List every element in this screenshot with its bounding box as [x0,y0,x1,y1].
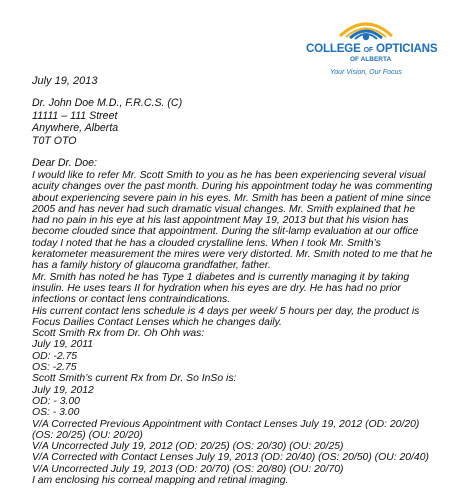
salutation: Dear Dr. Doe: [32,157,97,169]
logo-subtitle: OF ALBERTA [350,56,392,63]
letter-date: July 19, 2013 [32,75,98,87]
body-line: insulin. He uses tears II for hydration when his eyes are dry. He has had no prior [32,282,401,294]
body-line: Scott Smith’s current Rx from Dr. So InSo is: [32,373,237,385]
body-line: V/A Corrected with Contact Lenses July 19, 2013 (OD: 20/40) (OS: 20/50) (OU: 20/40) [32,452,429,464]
recipient-address [32,97,182,147]
body-line: His current contact lens schedule is 4 days per week/ 5 hours per day, the product is [32,305,420,317]
body-line: 2005 and has never had such dramatic visual changes. Mr. Smith explained that he [32,203,416,215]
body-line: infections or contact lens contraindications. [32,294,231,306]
body-line: Scott Smith Rx from Dr. Oh Ohh was: [32,328,205,340]
body-line: become clouded since that appointment. During the slit-lamp evaluation at our office [32,226,419,238]
logo-wordmark: COLLEGE OF OPTICIANS [306,42,438,55]
address-line: 11111 – 111 Street [32,109,118,122]
body-line: (OS: 20/25) (OU: 20/20) [32,429,143,441]
body-line: about experiencing severe pain in his eyes. Mr. Smith has been a patient of mine since [32,192,431,204]
body-line: had no pain in his eye at his last appointment May 19, 2013 but that his vision has [32,215,409,227]
body-line: I am enclosing his corneal mapping and retinal imaging. [32,475,289,487]
body-line: OS: - 3.00 [32,407,80,419]
body-line: V/A Uncorrected July 19, 2012 (OD: 20/25) (OS: 20/30) (OU: 20/25) [32,441,344,453]
body-line: keratometer measurement the mires were very distorted. Mr. Smith noted to me that he [32,249,433,261]
address-line: T0T OTO [32,134,77,147]
address-line: Dr. John Doe M.D., F.R.C.S. (C) [32,97,183,109]
body-line: OS: -2.75 [32,362,77,374]
address-line: Anywhere, Alberta [32,122,119,135]
body-line: today I noted that he has a clouded crystalline lens. When I took Mr. Smith’s [32,237,381,249]
body-line: has a family history of glaucoma grandfather, father. [32,260,271,272]
body-line: OD: -2.75 [32,350,78,362]
body-line: Focus Dailies Contact Lenses which he changes daily. [32,316,282,328]
body-line: V/A Corrected Previous Appointment with Contact Lenses July 19, 2012 (OD: 20/20) [32,418,420,430]
body-line: July 19, 2011 [32,339,94,351]
letter-body [32,170,472,486]
body-line: July 19, 2012 [32,384,94,396]
college-of-opticians-logo [306,16,472,82]
logo-tagline: Your Vision, Our Focus [330,69,402,76]
body-line: acuity changes over the past month. During his appointment today he was commenting [32,181,433,193]
eye-logo-icon [336,16,396,42]
body-line: Mr. Smith has noted he has Type 1 diabetes and is currently managing it by taking [32,271,410,283]
body-line: I would like to refer Mr. Scott Smith to you as he has been experiencing several visual [32,170,426,181]
body-line: V/A Uncorrected July 19, 2013 (OD: 20/70) (OS: 20/80) (OU: 20/70) [32,463,344,475]
body-line: OD: - 3.00 [32,395,80,407]
